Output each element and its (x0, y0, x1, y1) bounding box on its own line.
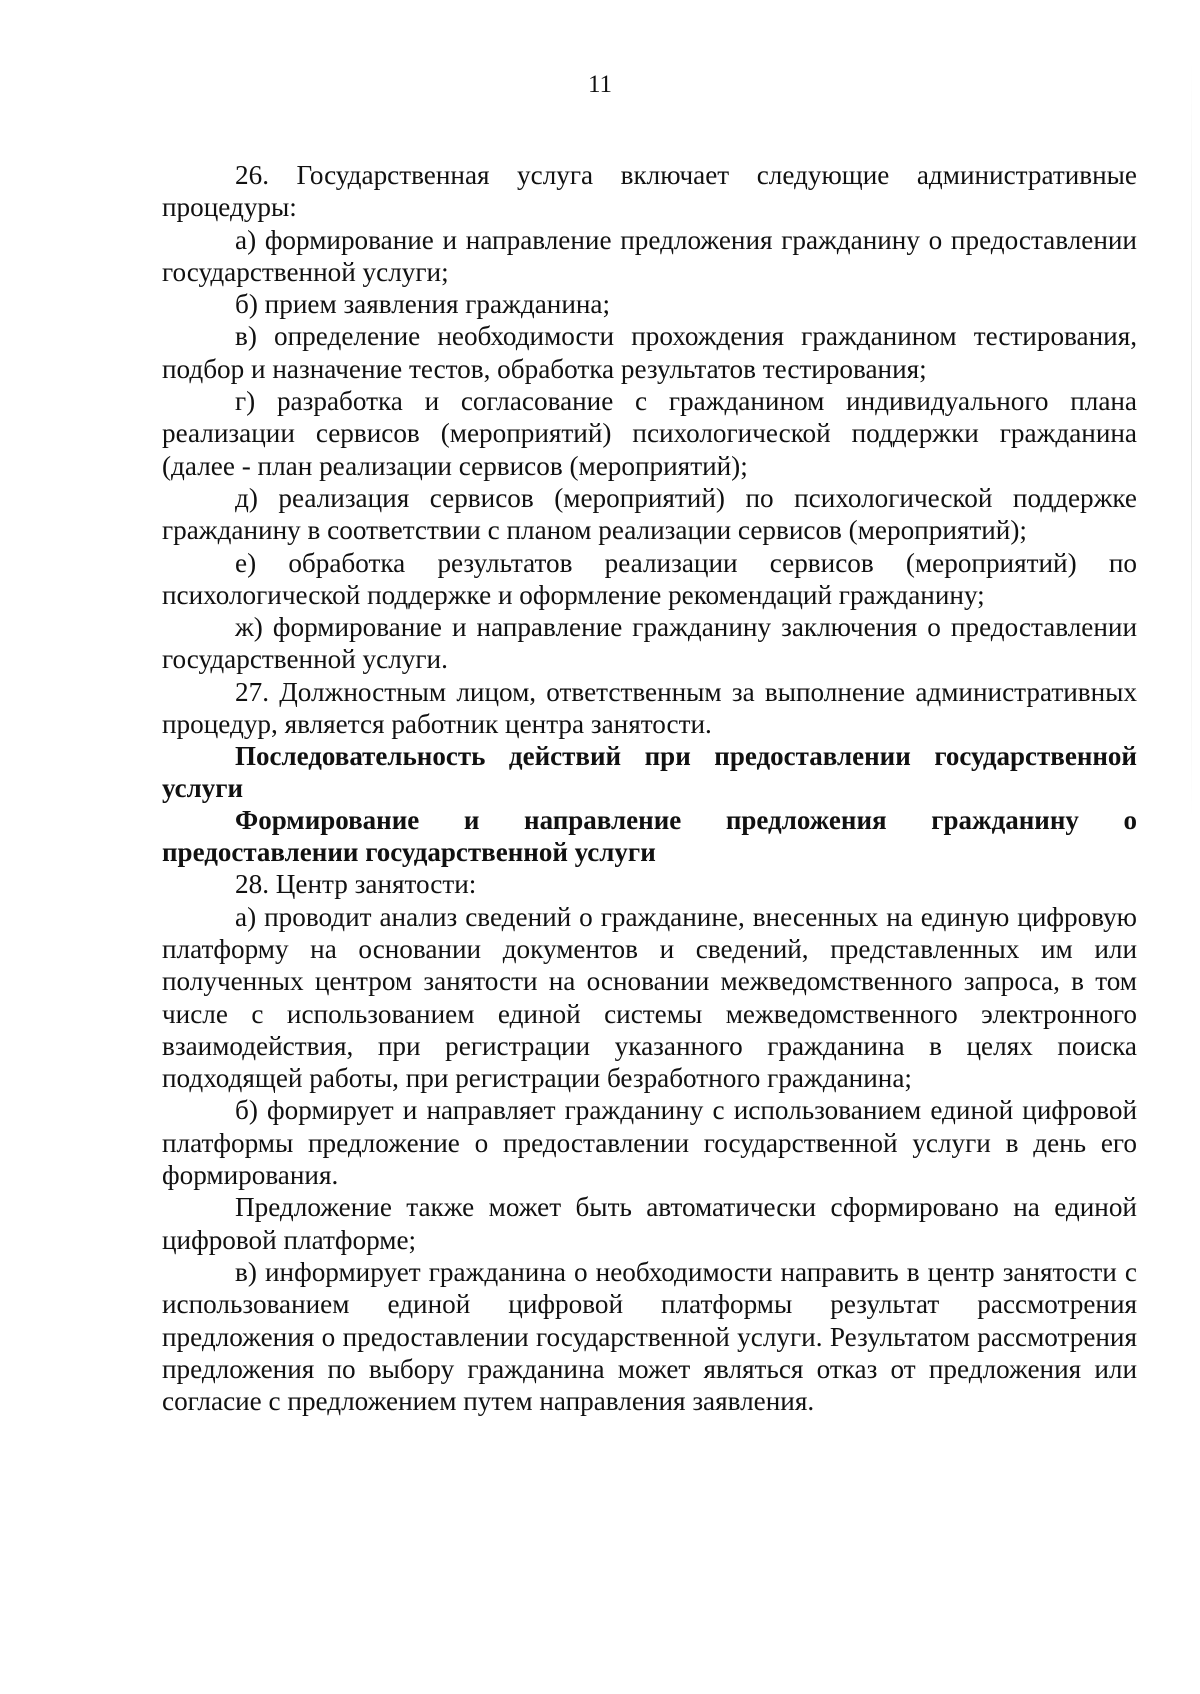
page-number: 11 (587, 71, 613, 98)
list-item-b: б) прием заявления гражданина; (235, 289, 611, 320)
list-item-zh: ж) формирование и направление гражданину заключения о предоставлении государственной услуги. (162, 612, 1137, 675)
list-item-a: а) формирование и направление предложения гражданину о предоставлении государственной услуги; (162, 224, 1137, 287)
list-item-d: д) реализация сервисов (мероприятий) по психологической поддержке гражданину в соответствии с планом реализации сервисов (мероприятий); (162, 482, 1137, 546)
list-item-28-a: а) проводит анализ сведений о гражданине, внесенных на единую цифровую платформу на основании документов и сведений, представленных им или полученных центром занятости на основании межведомственного запроса, в том числе с использованием единой системы межведомственного электронного взаимодействия, при регистрации указанного гражданина в целях поиска подходящей работы, при регистрации безработного гражданина; (162, 901, 1137, 1094)
paragraph-26: 26. Государственная услуга включает следующие административные процедуры: (162, 160, 1137, 223)
list-item-28-v: в) информирует гражданина о необходимости направить в центр занятости с использованием единой цифровой платформы результат рассмотрения предложения о предоставлении государственной услуги. Результатом рассмотрения предложения по выбору гражданина может являться отказ от предложения или согласие с предложением путем направления заявления. (162, 1256, 1137, 1417)
paragraph-proposal-auto: Предложение также может быть автоматически сформировано на единой цифровой платформе; (162, 1192, 1137, 1255)
paragraph-27: 27. Должностным лицом, ответственным за выполнение административных процедур, является работник центра занятости. (162, 676, 1137, 740)
scan-edge-shadow (1191, 60, 1192, 820)
section-heading: Последовательность действий при предоставлении государственной услуги (162, 741, 1137, 804)
list-item-g: г) разработка и согласование с гражданином индивидуального плана реализации сервисов (мероприятий) психологической поддержки гражданина (далее - план реализации сервисов (мероприятий); (162, 386, 1137, 481)
paragraph-28: 28. Центр занятости: (235, 869, 477, 900)
subsection-heading: Формирование и направление предложения гражданину о предоставлении государственной услуги (162, 805, 1137, 868)
list-item-e: е) обработка результатов реализации сервисов (мероприятий) по психологической поддержке и оформление рекомендаций гражданину; (162, 547, 1137, 610)
list-item-v: в) определение необходимости прохождения гражданином тестирования, подбор и назначение тестов, обработка результатов тестирования; (162, 321, 1137, 384)
document-body (162, 159, 1137, 1417)
list-item-28-b: б) формирует и направляет гражданину с использованием единой цифровой платформы предложение о предоставлении государственной услуги в день его формирования. (162, 1095, 1137, 1191)
